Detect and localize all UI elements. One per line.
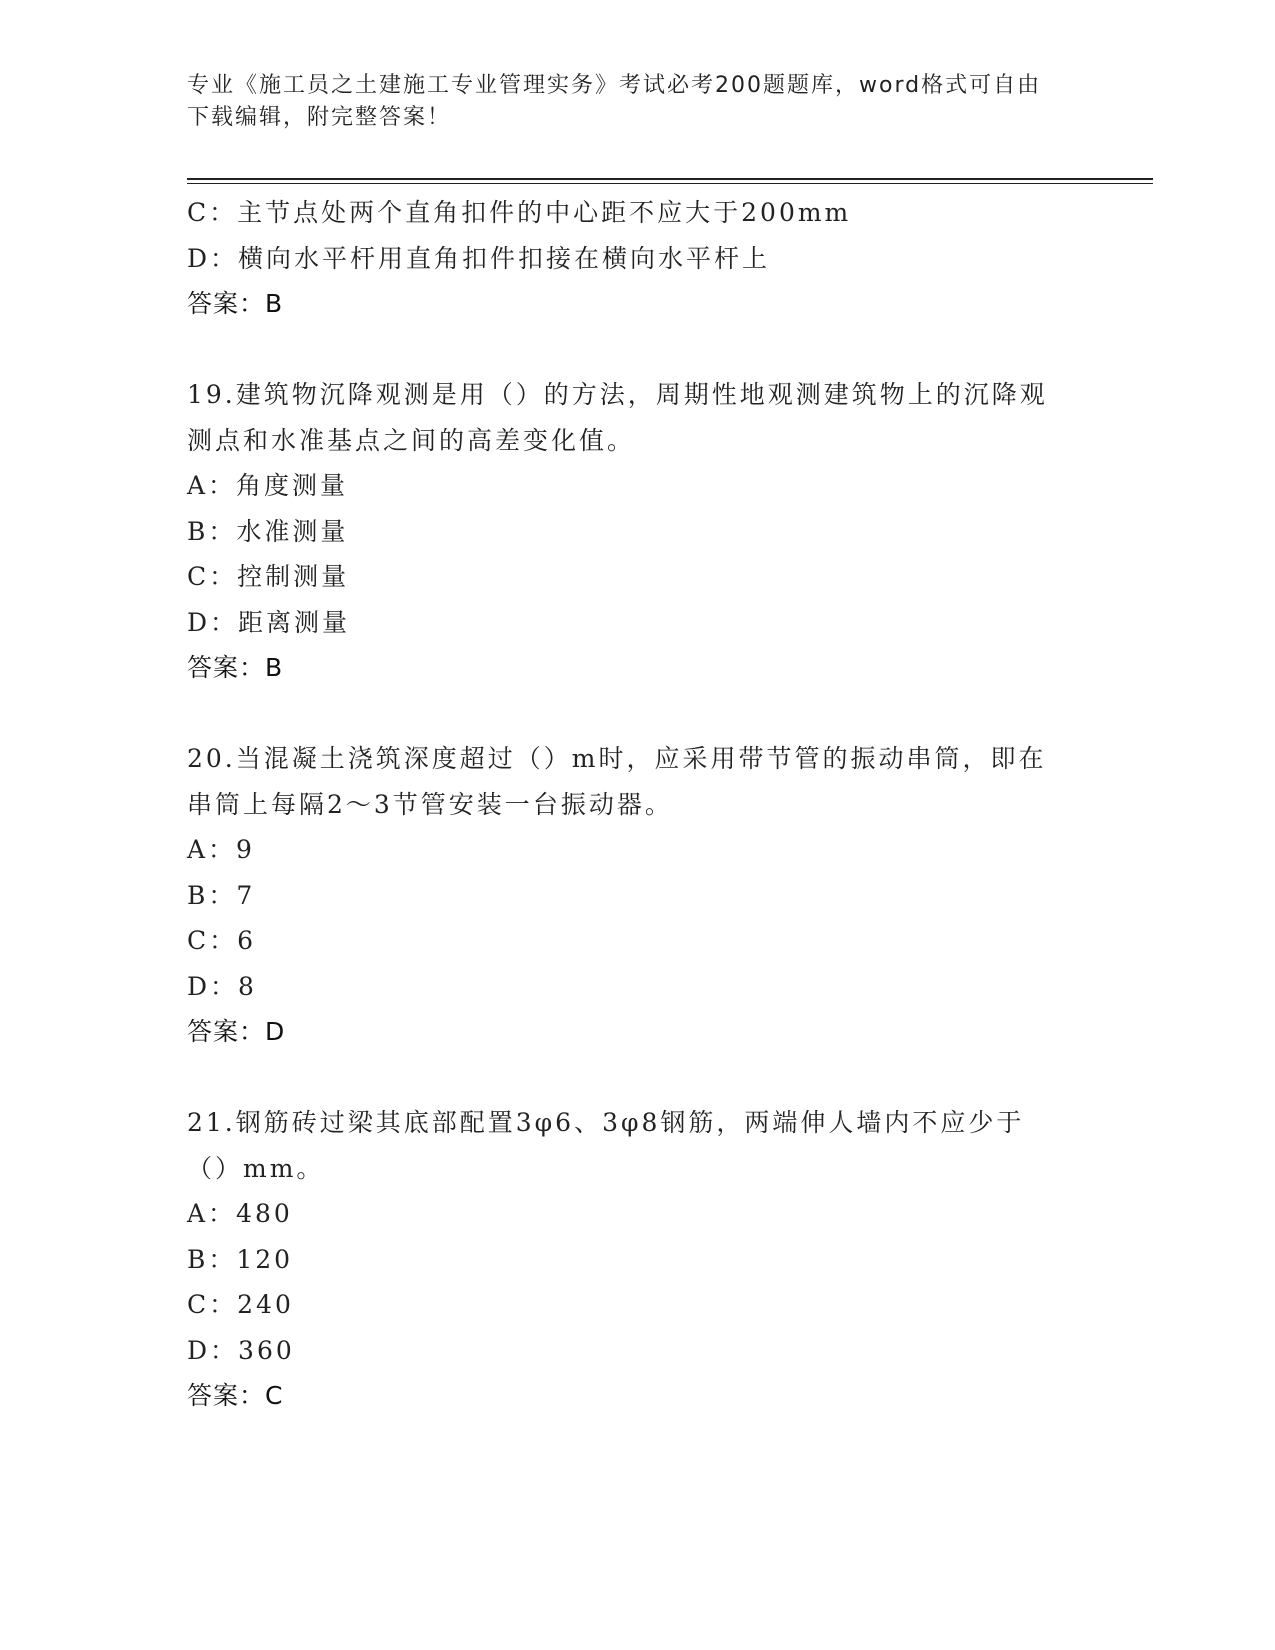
option-c: C：6 [187, 926, 257, 955]
header-rule-thin [187, 183, 1153, 184]
question-text-line: 19.建筑物沉降观测是用（）的方法，周期性地观测建筑物上的沉降观 [187, 380, 1048, 409]
option-a: A：9 [187, 835, 255, 864]
answer-line: 答案：B [187, 653, 284, 682]
option-d: D：360 [187, 1335, 295, 1365]
spacer [187, 327, 1087, 373]
question-text-line: 20.当混凝土浇筑深度超过（）m时，应采用带节管的振动串筒，即在 [187, 744, 1047, 773]
question-19 [187, 372, 1087, 691]
answer-line: 答案：B [187, 289, 284, 318]
option-a: A：480 [187, 1199, 293, 1228]
option-b: B：水准测量 [187, 516, 349, 546]
option-b: B：120 [187, 1244, 294, 1274]
question-content [187, 190, 1087, 1419]
question-text-line: （）mm。 [187, 1153, 325, 1183]
answer-line: 答案：D [187, 1017, 286, 1046]
question-text-line: 21.钢筋砖过梁其底部配置3φ6、3φ8钢筋，两端伸人墙内不应少于 [187, 1108, 1025, 1137]
spacer [187, 1055, 1087, 1101]
question-text-line: 串筒上每隔2～3节管安装一台振动器。 [187, 789, 673, 819]
option-c: C：主节点处两个直角扣件的中心距不应大于200mm [187, 198, 852, 227]
option-c: C：240 [187, 1290, 294, 1319]
question-text-line: 测点和水准基点之间的高差变化值。 [187, 425, 636, 455]
prev-question-block [187, 190, 1087, 327]
header-rule-thick [187, 178, 1153, 180]
answer-line: 答案：C [187, 1381, 284, 1410]
spacer [187, 691, 1087, 737]
header-line-1: 专业《施工员之土建施工专业管理实务》考试必考200题题库，word格式可自由 [187, 73, 1042, 98]
option-d: D：距离测量 [187, 607, 351, 637]
question-21 [187, 1100, 1087, 1419]
option-b: B：7 [187, 880, 256, 910]
option-d: D：横向水平杆用直角扣件扣接在横向水平杆上 [187, 243, 771, 273]
question-20 [187, 736, 1087, 1055]
option-d: D：8 [187, 971, 257, 1001]
option-a: A：角度测量 [187, 471, 349, 500]
document-header [187, 70, 1087, 134]
header-line-2: 下载编辑，附完整答案！ [187, 105, 452, 130]
option-c: C：控制测量 [187, 562, 350, 591]
